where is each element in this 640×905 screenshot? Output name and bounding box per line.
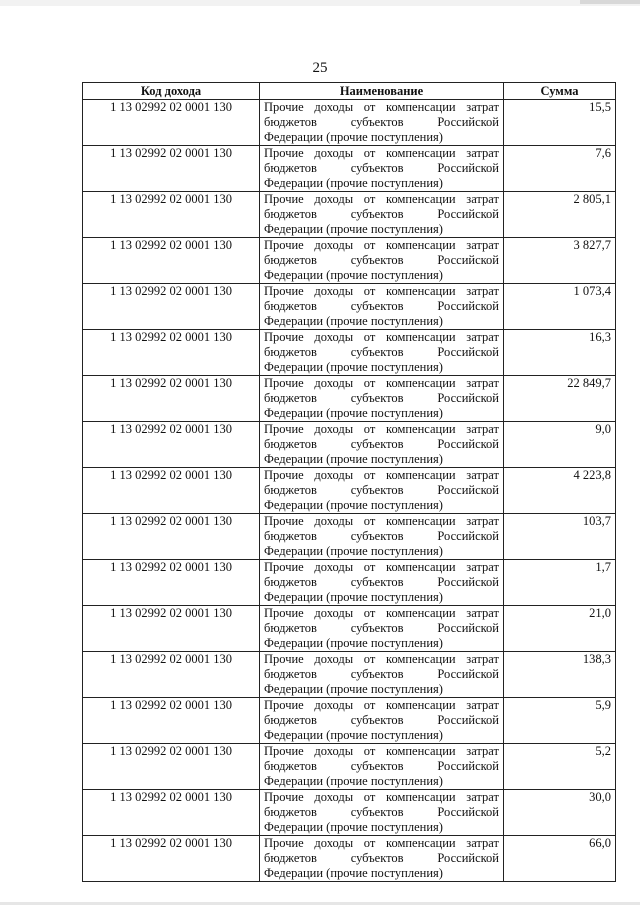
income-name-cell: Прочие доходы от компенсации затрат бюджетов субъектов Российской Федерации (прочие поступления) <box>260 192 504 238</box>
income-name-cell: Прочие доходы от компенсации затрат бюджетов субъектов Российской Федерации (прочие поступления) <box>260 836 504 882</box>
income-name-cell: Прочие доходы от компенсации затрат бюджетов субъектов Российской Федерации (прочие поступления) <box>260 744 504 790</box>
income-amount-cell: 22 849,7 <box>504 376 616 422</box>
income-name-cell: Прочие доходы от компенсации затрат бюджетов субъектов Российской Федерации (прочие поступления) <box>260 790 504 836</box>
scan-corner-mark <box>580 0 640 4</box>
income-name-cell: Прочие доходы от компенсации затрат бюджетов субъектов Российской Федерации (прочие поступления) <box>260 100 504 146</box>
header-name: Наименование <box>260 83 504 100</box>
income-amount-cell: 66,0 <box>504 836 616 882</box>
income-code-cell: 1 13 02992 02 0001 130 <box>83 238 260 284</box>
income-code-cell: 1 13 02992 02 0001 130 <box>83 560 260 606</box>
income-amount-cell: 2 805,1 <box>504 192 616 238</box>
income-amount-cell: 103,7 <box>504 514 616 560</box>
income-amount-cell: 5,2 <box>504 744 616 790</box>
income-amount-cell: 9,0 <box>504 422 616 468</box>
income-code-cell: 1 13 02992 02 0001 130 <box>83 146 260 192</box>
income-code-cell: 1 13 02992 02 0001 130 <box>83 330 260 376</box>
table-row <box>83 376 616 422</box>
income-amount-cell: 1,7 <box>504 560 616 606</box>
table-row <box>83 330 616 376</box>
income-amount-cell: 5,9 <box>504 698 616 744</box>
income-amount-cell: 4 223,8 <box>504 468 616 514</box>
income-table <box>82 82 616 882</box>
income-amount-cell: 138,3 <box>504 652 616 698</box>
income-code-cell: 1 13 02992 02 0001 130 <box>83 836 260 882</box>
income-code-cell: 1 13 02992 02 0001 130 <box>83 192 260 238</box>
income-amount-cell: 15,5 <box>504 100 616 146</box>
income-name-cell: Прочие доходы от компенсации затрат бюджетов субъектов Российской Федерации (прочие поступления) <box>260 238 504 284</box>
income-name-cell: Прочие доходы от компенсации затрат бюджетов субъектов Российской Федерации (прочие поступления) <box>260 330 504 376</box>
table-row <box>83 744 616 790</box>
table-body <box>83 100 616 882</box>
income-code-cell: 1 13 02992 02 0001 130 <box>83 376 260 422</box>
income-code-cell: 1 13 02992 02 0001 130 <box>83 790 260 836</box>
table-row <box>83 652 616 698</box>
table-row <box>83 560 616 606</box>
header-code: Код дохода <box>83 83 260 100</box>
table-row <box>83 468 616 514</box>
income-code-cell: 1 13 02992 02 0001 130 <box>83 284 260 330</box>
income-amount-cell: 21,0 <box>504 606 616 652</box>
income-code-cell: 1 13 02992 02 0001 130 <box>83 514 260 560</box>
income-name-cell: Прочие доходы от компенсации затрат бюджетов субъектов Российской Федерации (прочие поступления) <box>260 652 504 698</box>
table-row <box>83 836 616 882</box>
table-row <box>83 698 616 744</box>
income-code-cell: 1 13 02992 02 0001 130 <box>83 422 260 468</box>
income-name-cell: Прочие доходы от компенсации затрат бюджетов субъектов Российской Федерации (прочие поступления) <box>260 284 504 330</box>
table-row <box>83 606 616 652</box>
scan-edge <box>0 0 640 6</box>
income-name-cell: Прочие доходы от компенсации затрат бюджетов субъектов Российской Федерации (прочие поступления) <box>260 422 504 468</box>
page-number: 25 <box>312 60 328 76</box>
income-code-cell: 1 13 02992 02 0001 130 <box>83 652 260 698</box>
income-code-cell: 1 13 02992 02 0001 130 <box>83 100 260 146</box>
income-name-cell: Прочие доходы от компенсации затрат бюджетов субъектов Российской Федерации (прочие поступления) <box>260 514 504 560</box>
table-row <box>83 790 616 836</box>
income-amount-cell: 30,0 <box>504 790 616 836</box>
table-row <box>83 284 616 330</box>
income-code-cell: 1 13 02992 02 0001 130 <box>83 468 260 514</box>
header-amount: Сумма <box>504 83 616 100</box>
income-name-cell: Прочие доходы от компенсации затрат бюджетов субъектов Российской Федерации (прочие поступления) <box>260 606 504 652</box>
table-row <box>83 238 616 284</box>
table-row <box>83 514 616 560</box>
table-header-row <box>83 83 616 100</box>
income-name-cell: Прочие доходы от компенсации затрат бюджетов субъектов Российской Федерации (прочие поступления) <box>260 376 504 422</box>
table-row <box>83 100 616 146</box>
income-amount-cell: 7,6 <box>504 146 616 192</box>
income-amount-cell: 1 073,4 <box>504 284 616 330</box>
income-code-cell: 1 13 02992 02 0001 130 <box>83 698 260 744</box>
income-amount-cell: 16,3 <box>504 330 616 376</box>
income-name-cell: Прочие доходы от компенсации затрат бюджетов субъектов Российской Федерации (прочие поступления) <box>260 560 504 606</box>
table-row <box>83 422 616 468</box>
table-row <box>83 146 616 192</box>
income-code-cell: 1 13 02992 02 0001 130 <box>83 744 260 790</box>
income-name-cell: Прочие доходы от компенсации затрат бюджетов субъектов Российской Федерации (прочие поступления) <box>260 698 504 744</box>
income-amount-cell: 3 827,7 <box>504 238 616 284</box>
income-name-cell: Прочие доходы от компенсации затрат бюджетов субъектов Российской Федерации (прочие поступления) <box>260 468 504 514</box>
income-code-cell: 1 13 02992 02 0001 130 <box>83 606 260 652</box>
table-row <box>83 192 616 238</box>
income-name-cell: Прочие доходы от компенсации затрат бюджетов субъектов Российской Федерации (прочие поступления) <box>260 146 504 192</box>
